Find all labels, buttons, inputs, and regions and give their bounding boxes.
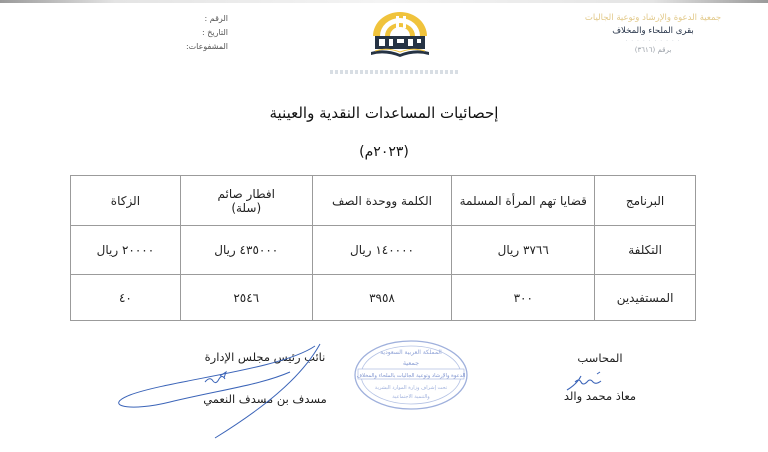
document-year: (٢٠٢٣م): [359, 144, 409, 160]
statistics-table: [70, 175, 696, 321]
program-beneficiaries: ٢٥٤٦: [180, 275, 312, 321]
program-name: الزكاة: [71, 176, 181, 226]
accountant-name: معاذ محمد والد: [563, 389, 637, 403]
program-cost: ١٤٠٠٠٠ ريال: [312, 226, 452, 275]
accountant-title: المحاسب: [577, 351, 623, 365]
date-label: التاريخ :: [201, 28, 228, 37]
svg-text:المملكة العربية السعودية: المملكة العربية السعودية: [380, 349, 442, 356]
program-name: قضايا تهم المرأة المسلمة: [452, 176, 595, 226]
table-row-beneficiaries: [71, 275, 696, 321]
document-title: إحصائيات المساعدات النقدية والعينية: [269, 104, 499, 122]
accountant-signature-icon: [563, 370, 613, 394]
program-cost: ٤٣٥٠٠٠ ريال: [180, 226, 312, 275]
org-header: [558, 13, 748, 54]
vice-chair-title: نائب رئيس مجلس الإدارة: [204, 350, 326, 364]
program-cost: ٢٠٠٠٠ ريال: [71, 226, 181, 275]
program-name: [180, 176, 312, 226]
org-logo-icon: [365, 10, 435, 60]
ref-number-label: الرقم :: [204, 14, 228, 23]
attachments-label: المشفوعات:: [185, 42, 228, 51]
vice-chair-name: مسدف بن مسدف النعمي: [203, 392, 327, 406]
program-name-sub: (سلة): [231, 200, 262, 215]
program-cost: ٣٧٦٦ ريال: [452, 226, 595, 275]
program-name: الكلمة ووحدة الصف: [312, 176, 452, 226]
svg-text:تحت إشراف وزارة الموارد البشري: تحت إشراف وزارة الموارد البشرية: [374, 385, 448, 391]
svg-text:جمعية: جمعية: [402, 359, 420, 367]
org-name-line2: بقرى الملحاء والمخلاف: [612, 26, 694, 36]
org-name-line1: جمعية الدعوة والإرشاد وتوعية الجاليات: [584, 13, 722, 23]
svg-text:الدعوة والإرشاد وتوعية الجاليا: الدعوة والإرشاد وتوعية الجاليات بالملحاء والمخلاف: [356, 373, 466, 379]
logo-tagline: [330, 70, 460, 74]
vice-chair-signature-icon: [110, 340, 325, 440]
svg-text:والتنمية الاجتماعية: والتنمية الاجتماعية: [392, 394, 430, 400]
reference-fields: [158, 12, 228, 54]
table-row-cost: [71, 226, 696, 275]
program-beneficiaries: ٤٠: [71, 275, 181, 321]
program-name-main: افطار صائم: [217, 186, 275, 201]
program-beneficiaries: ٣٠٠: [452, 275, 595, 321]
row-label-program: البرنامج: [595, 176, 696, 226]
program-beneficiaries: ٣٩٥٨: [312, 275, 452, 321]
org-divider: · · · · · · · · · ·: [625, 38, 681, 45]
row-label-beneficiaries: المستفيدين: [595, 275, 696, 321]
scan-edge-shadow: [0, 0, 768, 3]
table-row-program: [71, 176, 696, 226]
official-stamp-icon: [352, 338, 470, 412]
org-registration: برقم (٣٦١٦): [634, 46, 672, 54]
row-label-cost: التكلفة: [595, 226, 696, 275]
